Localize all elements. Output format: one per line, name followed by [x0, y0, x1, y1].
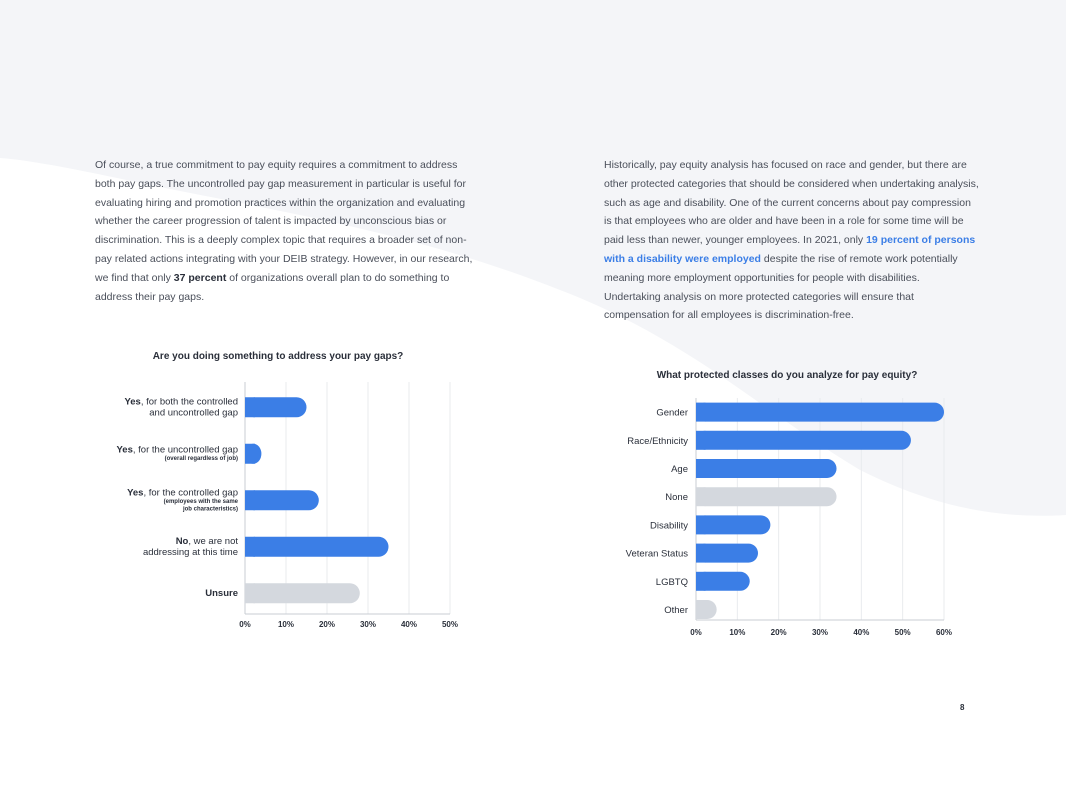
category-label	[205, 588, 238, 599]
category-label-line2: and uncontrolled gap	[149, 407, 238, 419]
category-label-bold: Yes	[127, 487, 144, 499]
bar-base	[696, 431, 706, 450]
chart-title-protected-classes: What protected classes do you analyze for pay equity?	[656, 370, 918, 381]
x-tick-label: 20%	[318, 620, 336, 629]
category-label-rest: , for both the controlled	[140, 396, 238, 408]
x-tick-label: 50%	[441, 620, 459, 629]
category-label	[176, 536, 239, 547]
bar-base	[245, 444, 255, 464]
x-tick-label: 50%	[894, 628, 911, 637]
category-label: Disability	[649, 520, 688, 532]
bar-base	[696, 459, 706, 478]
bar-base	[696, 487, 706, 506]
x-tick-label: 10%	[277, 620, 295, 629]
right-body-text	[604, 156, 979, 325]
category-label: LGBTQ	[655, 576, 688, 588]
category-label: Age	[671, 464, 688, 475]
left-text-part: Of course, a true commitment to pay equity requires a commitment to address both pay gaps. The uncontrolled pay gap measurement in particular is useful for evaluating hiring and promotion practices within the organization and evaluating whether the career progression of talent is impacted by unconscious bias or discrimination. This is a deeply complex topic that requires a broader set of non-pay related actions integrating with your DEIB strategy. However, in our research, we find that only	[95, 159, 473, 284]
x-tick-label: 0%	[239, 620, 251, 629]
category-label-bold: Yes	[124, 396, 141, 408]
category-label-rest: , for the uncontrolled gap	[132, 444, 238, 456]
category-label-bold: No	[175, 535, 189, 547]
x-tick-label: 30%	[359, 620, 377, 629]
disability-employment-link[interactable]: 19 percent of persons with a disability were employed	[604, 234, 976, 265]
bar	[696, 459, 837, 478]
pay-gaps-bar-chart	[90, 380, 470, 640]
category-label	[127, 487, 238, 498]
x-tick-label: 20%	[770, 628, 787, 637]
category-note: job characteristics)	[182, 506, 238, 513]
page-number: 8	[960, 703, 965, 712]
bar-base	[245, 583, 255, 603]
bar	[696, 515, 770, 534]
category-label: Other	[664, 605, 688, 616]
x-tick-label: 40%	[400, 620, 418, 629]
category-label: Gender	[656, 407, 688, 419]
bar	[245, 537, 389, 557]
category-label: None	[665, 492, 688, 504]
x-tick-label: 30%	[811, 628, 829, 637]
category-label-rest: , for the controlled gap	[143, 487, 238, 499]
bar-base	[696, 600, 706, 619]
x-tick-label: 60%	[935, 628, 953, 637]
bar	[245, 583, 360, 603]
chart-title-pay-gaps: Are you doing something to address your pay gaps?	[152, 351, 404, 362]
right-text-part: despite the rise of remote work potentially meaning more employment opportunities for people with disabilities. Undertaking analysis on more protected categories will ensure that compensation for all employees is discrimination-free.	[604, 252, 958, 322]
category-label-rest: , we are not	[188, 535, 238, 547]
stat-37-percent: 37 percent	[173, 271, 227, 284]
category-label-bold: Unsure	[205, 587, 238, 599]
right-paragraph	[604, 156, 979, 325]
bar-base	[245, 397, 255, 417]
bar-base	[696, 515, 706, 534]
category-label: Race/Ethnicity	[627, 435, 688, 447]
category-note: (employees with the same	[163, 498, 238, 505]
category-label	[124, 396, 238, 407]
protected-classes-bar-chart	[600, 395, 970, 645]
x-tick-label: 40%	[853, 628, 870, 637]
left-paragraph	[95, 156, 475, 306]
bar-base	[245, 537, 255, 557]
bar	[696, 431, 911, 450]
right-text-part: Historically, pay equity analysis has focused on race and gender, but there are other protected categories that should be considered when undertaking analysis, such as age and disability. One of the current concerns about pay compression is that employees who are older and have been in a role for some time will be paid less than newer, younger employees. In 2021, only	[604, 159, 979, 247]
left-text-part: of organizations overall plan to do something to address their pay gaps.	[95, 271, 450, 303]
bar	[696, 403, 944, 422]
category-label: Veteran Status	[625, 548, 688, 560]
bar	[696, 487, 837, 506]
bar-base	[696, 544, 706, 563]
category-label-bold: Yes	[116, 444, 133, 456]
category-label-line2: addressing at this time	[142, 546, 238, 558]
bar-base	[245, 490, 255, 510]
bar	[245, 490, 319, 510]
x-tick-label: 10%	[729, 628, 746, 637]
bar-base	[696, 572, 706, 591]
bar-base	[696, 403, 706, 422]
x-tick-label: 0%	[690, 628, 702, 637]
category-label	[117, 445, 239, 456]
left-body-text	[95, 156, 475, 306]
category-note: (overall regardless of job)	[164, 456, 238, 462]
